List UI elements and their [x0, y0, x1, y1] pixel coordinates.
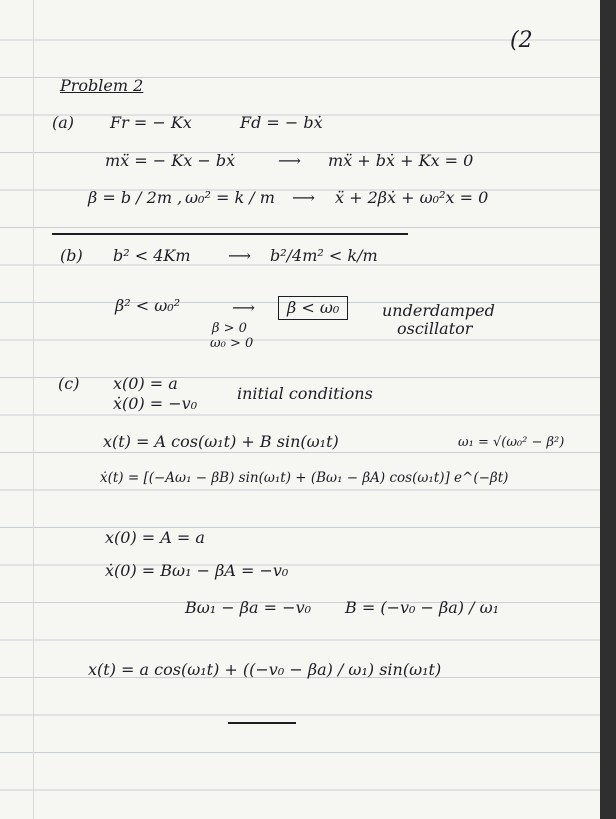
part-a-label: (a) — [52, 113, 75, 132]
equation-of-motion: mẍ = − Kx − bẋ — [105, 151, 236, 170]
part-c-label: (c) — [58, 374, 80, 393]
omega0-definition: ω₀² = k / m — [185, 188, 275, 207]
arrow-icon: ⟶ — [278, 151, 301, 170]
initial-condition-position: x(0) = a — [113, 374, 178, 393]
background-edge — [600, 0, 616, 819]
underdamped-note: underdamped — [382, 301, 495, 320]
initial-conditions-note: initial conditions — [237, 384, 373, 403]
final-solution: x(t) = a cos(ω₁t) + ((−v₀ − βa) / ω₁) sin(ω₁t) — [88, 660, 442, 679]
velocity-solution: ẋ(t) = [(−Aω₁ − βB) sin(ω₁t) + (Bω₁ − βA) cos(ω₁t)] e^(−βt) — [100, 470, 509, 486]
omega1-definition: ω₁ = √(ω₀² − β²) — [458, 435, 565, 450]
damping-force: Fd = − bẋ — [240, 113, 323, 132]
condition-beta-positive: β > 0 — [212, 321, 247, 336]
oscillator-note: oscillator — [397, 319, 473, 338]
arrow-icon: ⟶ — [292, 188, 315, 207]
beta-definition: β = b / 2m , — [88, 188, 183, 207]
problem-title: Problem 2 — [60, 76, 144, 95]
equation-final-form: ẍ + 2βẋ + ω₀²x = 0 — [335, 188, 489, 207]
general-solution: x(t) = A cos(ω₁t) + B sin(ω₁t) — [103, 432, 339, 451]
initial-condition-velocity: ẋ(0) = −v₀ — [113, 394, 198, 413]
page-number: (2 — [510, 28, 533, 53]
section-divider — [52, 233, 408, 235]
inequality-ratio: b²/4m² < k/m — [270, 246, 378, 265]
inequality-beta-omega: β² < ω₀² — [115, 296, 181, 315]
arrow-icon: ⟶ — [232, 298, 255, 317]
inequality-b-squared: b² < 4Km — [113, 246, 191, 265]
condition-omega-positive: ω₀ > 0 — [210, 336, 254, 351]
part-b-label: (b) — [60, 246, 83, 265]
xdot-at-zero: ẋ(0) = Bω₁ − βA = −v₀ — [105, 561, 289, 580]
b-coefficient: B = (−v₀ − βa) / ω₁ — [345, 598, 500, 617]
arrow-icon: ⟶ — [228, 246, 251, 265]
x-at-zero: x(0) = A = a — [105, 528, 205, 547]
margin-line — [33, 0, 34, 819]
boxed-result: β < ω₀ — [278, 296, 348, 320]
end-line — [228, 722, 296, 724]
equation-standard-form: mẍ + bẋ + Kx = 0 — [328, 151, 474, 170]
solve-equation: Bω₁ − βa = −v₀ — [185, 598, 312, 617]
restoring-force: Fr = − Kx — [110, 113, 192, 132]
